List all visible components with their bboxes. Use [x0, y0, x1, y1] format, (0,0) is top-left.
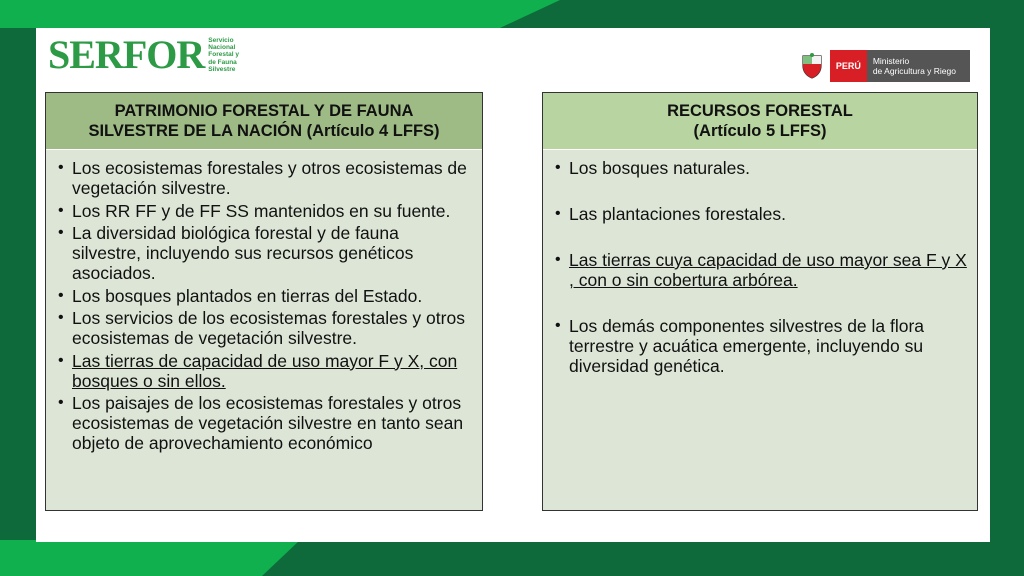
panel-title-line: SILVESTRE DE LA NACIÓN (Artículo 4 LFFS) [88, 122, 440, 140]
serfor-sub-line: Servicio [208, 36, 234, 44]
recursos-list [543, 150, 977, 376]
serfor-logo-text: SERFOR [48, 32, 205, 77]
list-item: • Los servicios de los ecosistemas forestales y otros ecosistemas de vegetación silvestre. [56, 308, 472, 348]
list-item: • Los paisajes de los ecosistemas forestales y otros ecosistemas de vegetación silvestre en tanto sean objeto de aprovechamiento económico [56, 393, 472, 453]
serfor-sub-line: Nacional [208, 44, 236, 52]
list-item: • La diversidad biológica forestal y de fauna silvestre, incluyendo sus recursos genéticos asociados. [56, 223, 472, 283]
list-item: • Las plantaciones forestales. [553, 204, 967, 224]
serfor-sub-line: Forestal y [208, 51, 239, 59]
ministry-badge [830, 50, 970, 82]
patrimonio-panel [45, 92, 483, 511]
list-item: • Los bosques plantados en tierras del Estado. [56, 286, 472, 306]
panel-title-line: (Artículo 5 LFFS) [693, 122, 827, 140]
country-label: PERÚ [830, 50, 867, 82]
ministry-logo [800, 48, 970, 84]
list-item: • Las tierras cuya capacidad de uso mayor sea F y X , con o sin cobertura arbórea. [553, 250, 967, 290]
panel-title-line: RECURSOS FORESTAL [667, 102, 853, 120]
patrimonio-list [46, 150, 482, 453]
slide [36, 28, 990, 542]
serfor-logo [48, 30, 239, 80]
recursos-panel [542, 92, 978, 511]
ministry-name [867, 56, 970, 76]
serfor-sub-line: de Fauna [208, 58, 237, 66]
coat-of-arms-icon [800, 53, 824, 79]
panel-title-line: PATRIMONIO FORESTAL Y DE FAUNA [114, 102, 414, 120]
serfor-sub-line: Silvestre [208, 65, 236, 73]
serfor-logo-subtext [208, 37, 239, 73]
list-item: • Los bosques naturales. [553, 158, 967, 178]
list-item: • Los ecosistemas forestales y otros ecosistemas de vegetación silvestre. [56, 158, 472, 198]
recursos-panel-title [543, 93, 977, 150]
list-item: • Los demás componentes silvestres de la flora terrestre y acuática emergente, incluyendo su diversidad genética. [553, 316, 967, 376]
list-item: • Los RR FF y de FF SS mantenidos en su fuente. [56, 201, 472, 221]
list-item: • Las tierras de capacidad de uso mayor F y X, con bosques o sin ellos. [56, 351, 472, 391]
patrimonio-panel-title [46, 93, 482, 150]
ministry-line: de Agricultura y Riego [872, 66, 956, 76]
ministry-line: Ministerio [872, 56, 910, 66]
